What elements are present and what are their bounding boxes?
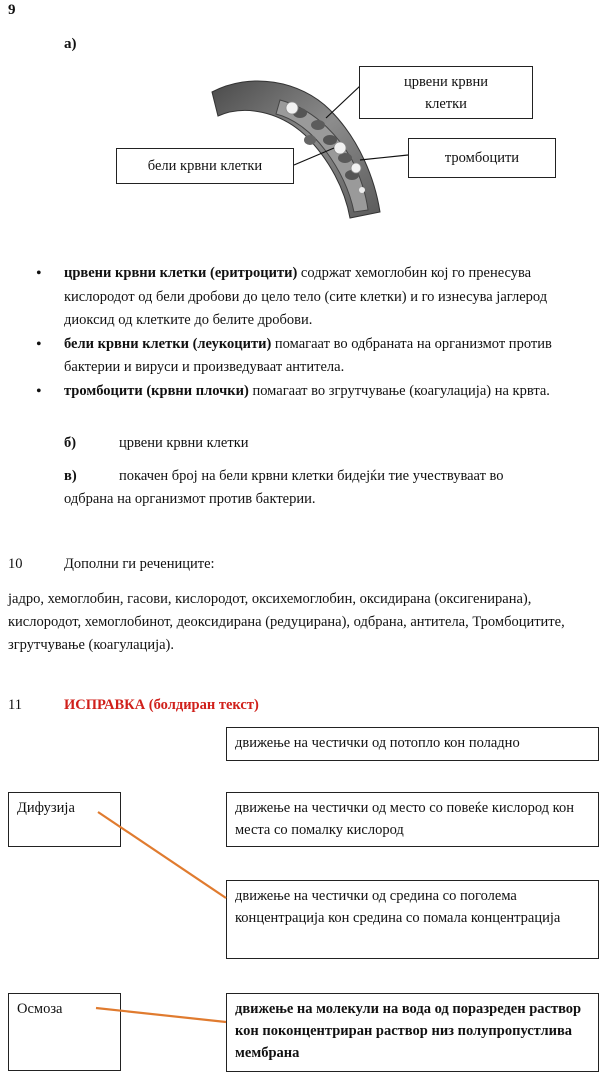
bullet-term: црвени крвни клетки (еритроцити) xyxy=(64,265,298,281)
question-9c-answer-line2: одбрана на организмот против бактерии. xyxy=(64,491,316,507)
question-9c-label: в) xyxy=(64,468,77,484)
bullet-term: бели крвни клетки (леукоцити) xyxy=(64,335,272,352)
definition-text: движење на честички од потопло кон поладно xyxy=(235,735,520,751)
question-10-answer: јадро, хемоглобин, гасови, кислородот, оксихемоглобин, оксидирана (оксигенирана), кислородот, хемоглобинот, деоксидирана (редуцирана), одбрана, антитела, Тромбоцитите, згрутчување (коагулација). xyxy=(8,591,565,653)
bullet-text: помагаат во згрутчување (коагулација) на крвта. xyxy=(248,382,550,399)
question-9b-answer: црвени крвни клетки xyxy=(119,435,249,451)
label-red-blood-cells-text: црвени крвни клетки xyxy=(403,73,488,112)
question-9-number: 9 xyxy=(8,2,16,18)
definition-text: движење на честички од средина со поголема концентрација кон средина со помала концентрација xyxy=(235,888,561,926)
match-line-diffusion xyxy=(98,812,226,898)
term-text: Дифузија xyxy=(17,800,75,816)
question-10-number: 10 xyxy=(8,556,23,572)
bullet-text: содржат хемоглобин кој го пренесува кислородот од бели дробови до цело тело (сите клетки) и го изнесува јаглерод диоксид од клетките до белите дробови. xyxy=(64,265,548,328)
definition-text: движење на честички од место со повеќе кислород кон места со помалку кислород xyxy=(235,800,574,838)
label-white-blood-cells-text: бели крвни клетки xyxy=(147,158,263,174)
bullet-text: помагаат во одбраната на организмот против бактерии и вируси и произведуваат антитела. xyxy=(64,335,552,375)
match-line-osmosis xyxy=(96,1008,226,1022)
term-text: Осмоза xyxy=(17,1001,63,1017)
label-platelets-text: тромбоцити xyxy=(444,150,520,166)
question-10-title: Дополни ги речениците: xyxy=(64,556,215,572)
definition-text-correct: движење на молекули на вода од поразреден раствор кон поконцентриран раствор низ полупропустлива мембрана xyxy=(235,1001,582,1061)
question-9c-answer: покачен број на бели крвни клетки бидејќи тие учествуваат во xyxy=(119,468,504,484)
question-11-title: ИСПРАВКА (болдиран текст) xyxy=(64,697,259,713)
question-9b-label: б) xyxy=(64,435,77,451)
question-9a-label: а) xyxy=(64,36,77,52)
bullet-term: тромбоцити (крвни плочки) xyxy=(64,382,249,399)
question-11-number: 11 xyxy=(8,697,22,713)
